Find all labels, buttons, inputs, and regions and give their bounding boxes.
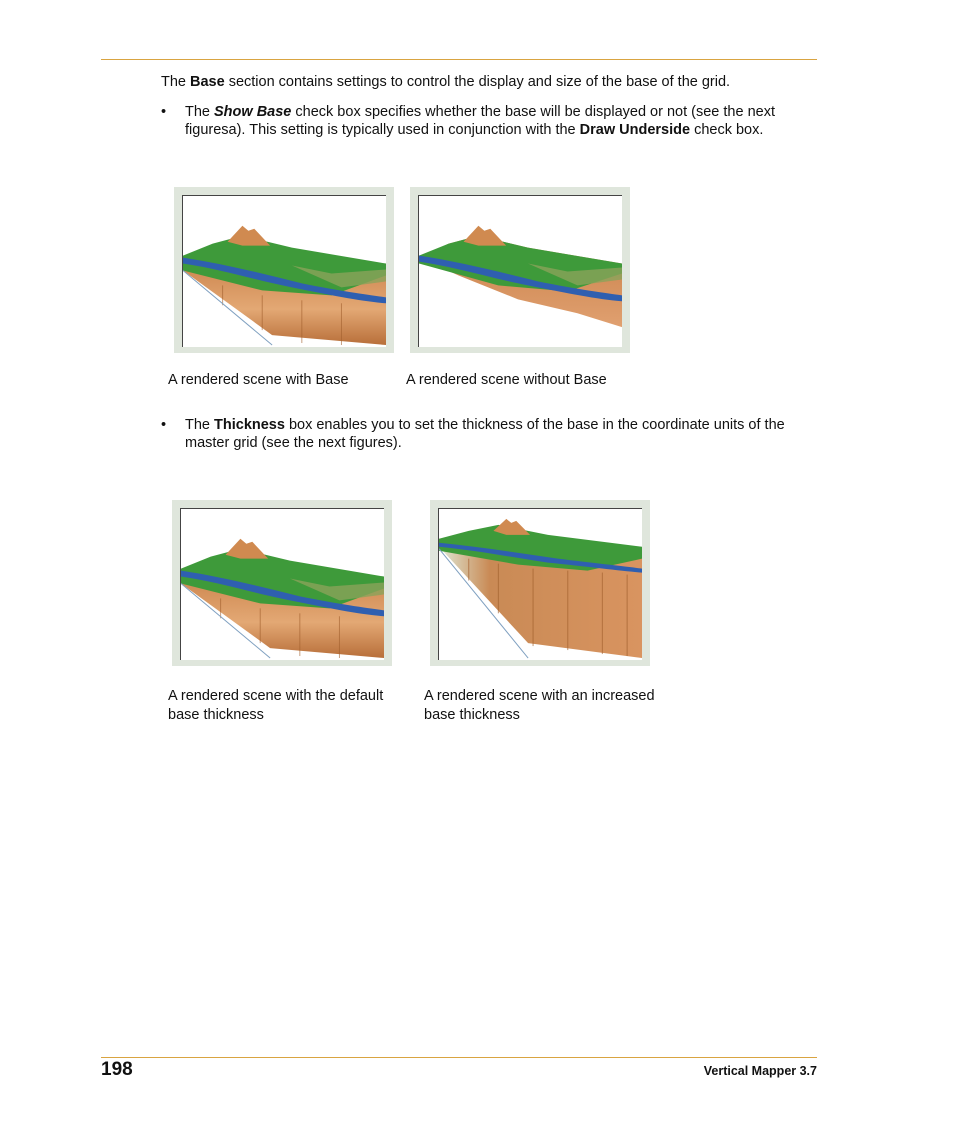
terrain-image-default-thickness <box>180 508 384 660</box>
footer-product-title: Vertical Mapper 3.7 <box>703 1064 817 1078</box>
caption-with-base: A rendered scene with Base <box>168 372 349 388</box>
figure-default-thickness <box>172 500 392 666</box>
thickness-term: Thickness <box>214 417 285 433</box>
bullet-marker-2: • <box>161 417 167 433</box>
bullet1-line2: figuresa). This setting is typically used in conjunction with the Draw Underside check box. <box>185 122 764 138</box>
terrain-image-with-base <box>182 195 386 347</box>
header-rule <box>101 59 817 60</box>
bullet2-line1: The Thickness box enables you to set the thickness of the base in the coordinate units of the <box>185 417 785 433</box>
footer-rule <box>101 1057 817 1058</box>
show-base-term: Show Base <box>214 104 292 120</box>
page-number: 198 <box>101 1059 133 1080</box>
bullet1-line1: The Show Base check box specifies whether the base will be displayed or not (see the next <box>185 104 775 120</box>
bullet-show-base <box>185 103 825 139</box>
draw-underside-term: Draw Underside <box>579 122 691 138</box>
caption-default-thickness: A rendered scene with the default base thickness <box>168 688 384 723</box>
figure-with-base <box>174 187 394 353</box>
caption-without-base: A rendered scene without Base <box>406 372 607 388</box>
figure-increased-thickness <box>430 500 650 666</box>
caption-increased-thickness: A rendered scene with an increased base thickness <box>424 688 655 723</box>
figure-without-base <box>410 187 630 353</box>
bullet-thickness <box>185 416 825 452</box>
bullet-marker-1: • <box>161 104 167 120</box>
terrain-image-increased-thickness <box>438 508 642 660</box>
bullet2-line2: master grid (see the next figures). <box>185 435 402 451</box>
terrain-image-without-base <box>418 195 622 347</box>
intro-bold-base: Base <box>190 74 225 90</box>
intro-paragraph: The Base section contains settings to control the display and size of the base of the grid. <box>161 74 731 90</box>
